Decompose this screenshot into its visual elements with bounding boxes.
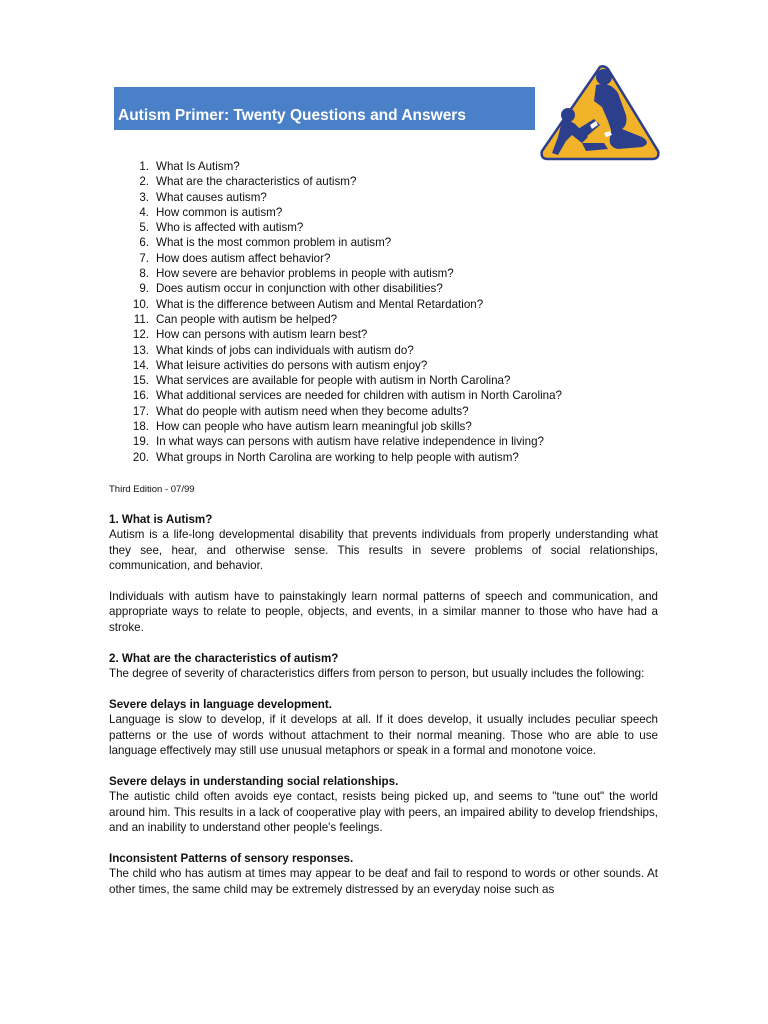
title-banner	[114, 87, 535, 130]
section-paragraph: Language is slow to develop, if it develops at all. If it does develop, it usually includes peculiar speech patterns or the use of words without attachment to their normal meaning. Those who are able to use language effectively may still use unusual metaphors or speak in a formal and monotone voice.	[109, 713, 658, 758]
document-title: Autism Primer: Twenty Questions and Answers	[118, 107, 466, 124]
list-item: 10. What is the difference between Autism and Mental Retardation?	[132, 297, 484, 311]
section-paragraph: Individuals with autism have to painstakingly learn normal patterns of speech and communication, and appropriate ways to relate to people, objects, and events, in a similar manner to those who have had a stroke.	[109, 590, 658, 634]
section-paragraph-block	[109, 589, 658, 635]
list-item: 7. How does autism affect behavior?	[139, 251, 331, 265]
list-item: 12. How can persons with autism learn best?	[132, 328, 368, 342]
document-body	[109, 512, 658, 912]
autism-society-logo-icon	[538, 63, 662, 163]
list-item: 5. Who is affected with autism?	[139, 221, 304, 235]
section-characteristics	[109, 651, 658, 682]
section-heading: 1. What is Autism?	[109, 513, 213, 526]
list-item: 13. What kinds of jobs can individuals with autism do?	[132, 343, 414, 357]
list-item: 3. What causes autism?	[139, 190, 267, 204]
section-social-delays	[109, 774, 658, 836]
section-sensory-responses	[109, 851, 658, 897]
list-item: 9. Does autism occur in conjunction with other disabilities?	[139, 282, 443, 296]
section-paragraph: Autism is a life-long developmental disability that prevents individuals from properly understanding what they see, hear, and otherwise sense. This results in severe problems of social relationships, communication, and behavior.	[109, 528, 658, 573]
list-item: 4. How common is autism?	[139, 205, 283, 219]
section-language-delays	[109, 697, 658, 759]
section-heading: Severe delays in understanding social relationships.	[109, 774, 399, 788]
list-item: 18. How can people who have autism learn meaningful job skills?	[132, 420, 472, 434]
section-paragraph: The child who has autism at times may appear to be deaf and fail to respond to words or other sounds. At other times, the same child may be extremely distressed by an everyday noise such as	[109, 867, 658, 896]
question-list	[130, 159, 562, 465]
list-item: 19. In what ways can persons with autism have relative independence in living?	[132, 435, 544, 449]
list-item: 8. How severe are behavior problems in people with autism?	[139, 267, 454, 281]
list-item: 17. What do people with autism need when they become adults?	[132, 404, 469, 418]
list-item: 16. What additional services are needed for children with autism in North Carolina?	[132, 389, 562, 403]
section-paragraph: The autistic child often avoids eye contact, resists being picked up, and seems to "tune out" the world around him. This results in a lack of cooperative play with peers, an impaired ability to develop friendships, and an inability to understand other people's feelings.	[109, 790, 658, 835]
list-item: 20. What groups in North Carolina are working to help people with autism?	[132, 450, 519, 464]
list-item: 14. What leisure activities do persons with autism enjoy?	[132, 358, 428, 372]
section-heading: Severe delays in language development.	[109, 697, 332, 711]
list-item: 1. What Is Autism?	[139, 160, 240, 173]
list-item: 11. Can people with autism be helped?	[133, 312, 338, 326]
section-heading: 2. What are the characteristics of autism?	[109, 651, 339, 665]
section-paragraph: The degree of severity of characteristics differs from person to person, but usually includes the following:	[109, 667, 645, 681]
list-item: 15. What services are available for people with autism in North Carolina?	[132, 374, 511, 388]
section-heading: Inconsistent Patterns of sensory responses.	[109, 851, 354, 865]
list-item: 2. What are the characteristics of autism?	[139, 175, 357, 189]
edition-note: Third Edition - 07/99	[109, 484, 195, 495]
section-what-is-autism	[109, 512, 658, 574]
list-item: 6. What is the most common problem in autism?	[139, 236, 392, 250]
